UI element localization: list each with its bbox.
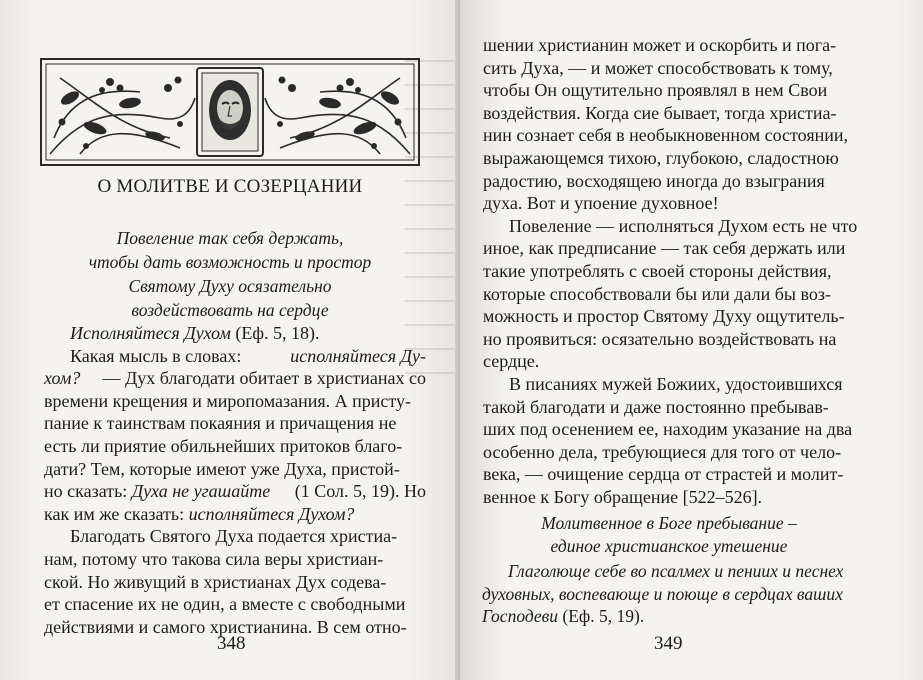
text-segment: (1 Сол. 5, 19). Но xyxy=(294,481,426,502)
text-line xyxy=(44,480,426,503)
headpiece-ornament xyxy=(40,58,420,166)
text-line: чтобы Он ощутительно проявлял в нем Свои xyxy=(483,80,828,101)
text-italic: хом? xyxy=(44,368,81,389)
text-line: ской. Но живущий в христианах Дух содева- xyxy=(44,571,387,592)
epigraph xyxy=(44,322,426,345)
holy-face-icon xyxy=(197,68,263,156)
epigraph-ref: (Еф. 5, 18). xyxy=(230,323,320,343)
text-line: пание к таинствам покаяния и причащения не xyxy=(44,413,397,434)
right-body-text xyxy=(483,34,860,508)
text-line: можность и простор Святому Духу ощутитель- xyxy=(483,306,845,327)
epigraph-quote: Господеви xyxy=(482,606,559,627)
text-line: нам, потому что такова сила веры христиан- xyxy=(44,548,384,569)
epigraph-quote: Исполняйтеся Духом xyxy=(70,323,231,343)
subtitle-line: Молитвенное в Боге пребывание – xyxy=(541,513,797,533)
text-line: особенно дела, требующиеся для того от чело- xyxy=(483,441,842,462)
section-subtitle xyxy=(60,226,400,322)
text-segment: как им же сказать: xyxy=(44,503,189,524)
subtitle-line: Повеление так себя держать, xyxy=(116,228,344,248)
subtitle-line: воздействовать на сердце xyxy=(131,300,329,320)
epigraph-line: духовных, воспевающе и поюще в сердцах ваших xyxy=(482,583,843,604)
text-line: века, — очищение сердца от страстей и молит- xyxy=(483,464,844,485)
text-line xyxy=(44,367,426,390)
text-line: воздействия. Когда сие бывает, тогда христиа- xyxy=(483,102,837,123)
text-line: В писаниях мужей Божиих, удостоившихся xyxy=(509,373,843,394)
text-line: иное, как предписание — так себя держать или xyxy=(483,238,846,259)
chapter-title: О МОЛИТВЕ И СОЗЕРЦАНИИ xyxy=(97,176,363,197)
text-segment: Какая мысль в словах: xyxy=(70,345,242,366)
page-number-right: 349 xyxy=(654,633,683,654)
left-page xyxy=(0,0,460,680)
text-line: венное к Богу обращение [522–526]. xyxy=(483,486,763,507)
text-line: времени крещения и миропомазания. А присту- xyxy=(44,390,411,411)
text-line: Повеление — исполняться Духом есть не что xyxy=(509,215,858,236)
text-line: дати? Тем, которые имеют уже Духа, пристой- xyxy=(44,458,400,479)
text-line: которые способствовали бы или дали бы воз- xyxy=(483,283,831,304)
text-line: такие употреблять с своей стороны действия, xyxy=(483,260,832,281)
subtitle-line: Святому Духу осязательно xyxy=(128,276,332,296)
subtitle-line: единое христианское утешение xyxy=(550,536,788,556)
text-segment: но сказать: xyxy=(44,481,132,502)
text-line: духа. Вот и упоение духовное! xyxy=(483,193,719,214)
text-segment: — Дух благодати обитает в христианах со xyxy=(102,368,426,389)
text-line: нин сознает себя в необыкновенном состоянии, xyxy=(483,125,849,146)
text-italic: исполняйтеся Духом? xyxy=(188,503,355,524)
text-line: радостию, восходящею иногда до взыграния xyxy=(483,170,825,191)
page-number-left: 348 xyxy=(217,633,246,654)
epigraph-line xyxy=(482,605,859,628)
section-subtitle-right xyxy=(480,512,858,558)
text-line: Благодать Святого Духа подается христиа- xyxy=(70,526,398,547)
text-italic: Духа не угашайте xyxy=(131,481,271,502)
text-line: есть ли приятие обильнейших притоков благо- xyxy=(44,435,403,456)
text-line xyxy=(44,503,426,526)
text-line: сердце. xyxy=(483,351,540,372)
epigraph-ref: (Еф. 5, 19). xyxy=(558,606,645,627)
text-line: выражающемся тихою, глубокою, сладостною xyxy=(483,147,839,168)
epigraph-line: Глаголюще себе во псалмех и пениих и песнех xyxy=(508,561,844,581)
subtitle-line: чтобы дать возможность и простор xyxy=(88,252,372,272)
text-line: такой благодати и даже постоянно пребывав- xyxy=(483,396,829,417)
text-line: но проявиться: осязательно воздействовать на xyxy=(483,328,837,349)
text-italic: исполняйтеся Ду- xyxy=(290,345,426,366)
text-line: ших под осенением ее, находим указание на два xyxy=(483,419,853,440)
left-body-text xyxy=(44,322,426,638)
text-line xyxy=(44,345,426,368)
text-line: сить Духа, — и может способствовать к тому, xyxy=(483,57,833,78)
right-epigraph xyxy=(482,560,859,628)
text-line: шении христианин может и оскорбить и пога- xyxy=(483,35,837,55)
text-line: ет спасение их не один, а вместе с свободными xyxy=(44,594,406,615)
text-line: действиями и самого христианина. В сем отно- xyxy=(44,616,407,637)
